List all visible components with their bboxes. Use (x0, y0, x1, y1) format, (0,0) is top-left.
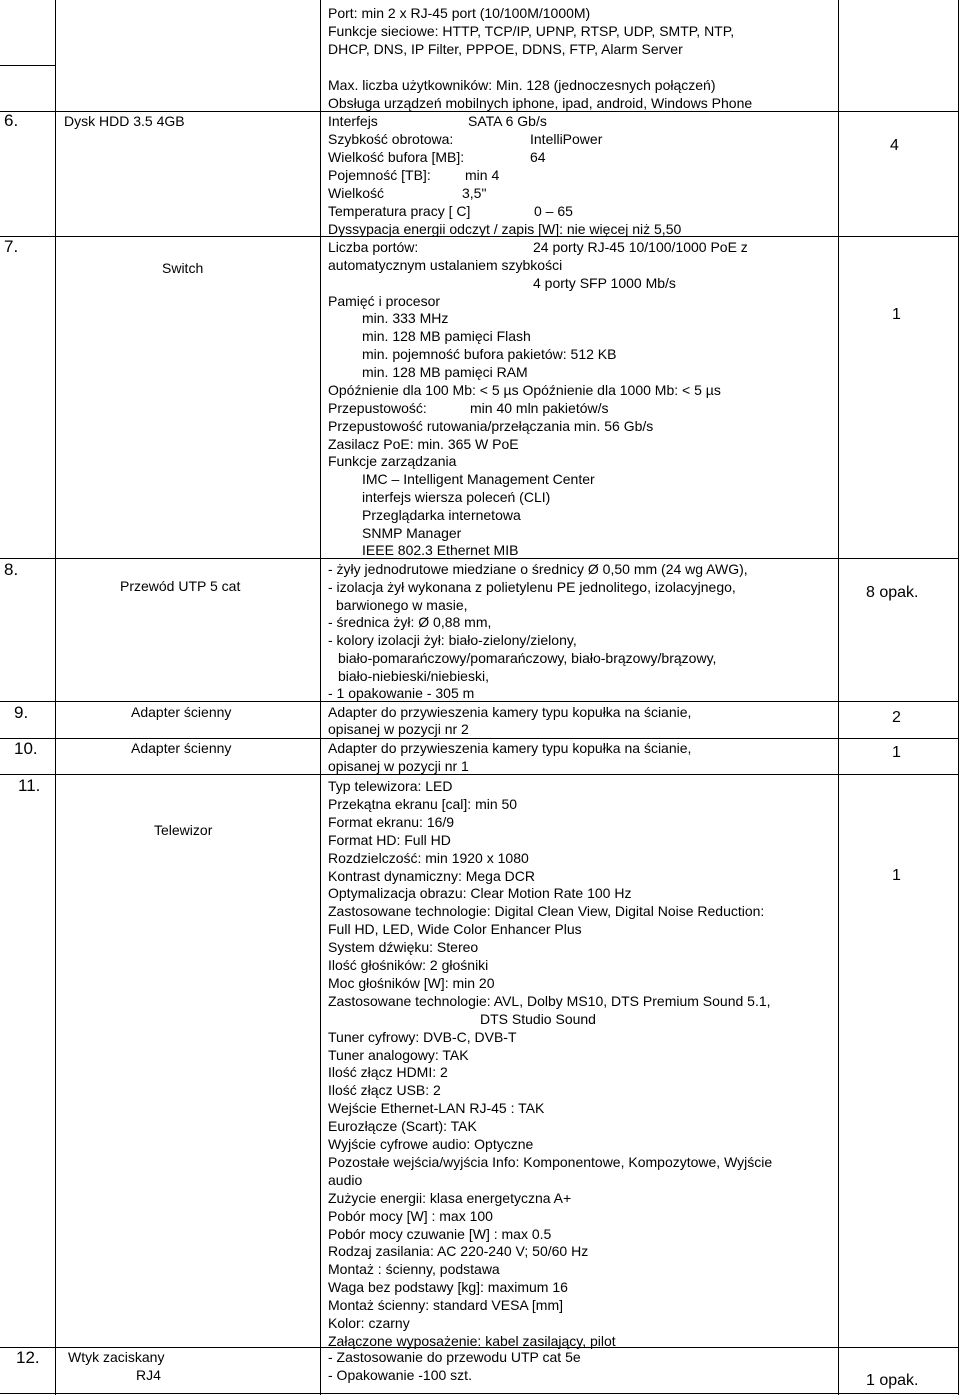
spec-line: opisanej w pozycji nr 1 (328, 758, 469, 774)
spec-line: Przekątna ekranu [cal]: min 50 (328, 796, 518, 812)
spec-line: Format HD: Full HD (328, 832, 451, 848)
spec-line: Tuner cyfrowy: DVB-C, DVB-T (328, 1029, 517, 1045)
spec-line: Temperatura pracy [ C] (328, 203, 471, 219)
row-number: 9. (14, 703, 29, 722)
spec-line: Wielkość (328, 185, 385, 201)
spec-line: Przepustowość: (328, 400, 427, 416)
spec-line: Full HD, LED, Wide Color Enhancer Plus (328, 921, 582, 937)
spec-line: Wielkość bufora [MB]: (328, 149, 465, 165)
column-divider (838, 0, 839, 1395)
spec-line: Przeglądarka internetowa (362, 507, 521, 523)
row-number: 8. (4, 560, 19, 579)
spec-line: biało-pomarańczowy/pomarańczowy, biało-brązowy/brązowy, (338, 650, 717, 666)
spec-line: DHCP, DNS, IP Filter, PPPOE, DDNS, FTP, Alarm Server (328, 41, 683, 57)
spec-line: Pozostałe wejścia/wyjścia Info: Komponentowe, Kompozytowe, Wyjście (328, 1154, 773, 1170)
row-divider (0, 1393, 959, 1394)
item-name: Adapter ścienny (131, 704, 232, 720)
spec-value: 3,5" (462, 185, 487, 201)
spec-line: min. 333 MHz (362, 310, 449, 326)
spec-line: - izolacja żył wykonana z polietylenu PE jednolitego, izolacyjnego, (328, 579, 736, 595)
item-name: Dysk HDD 3.5 4GB (64, 113, 185, 129)
spec-line: Zastosowane technologie: Digital Clean View, Digital Noise Reduction: (328, 903, 765, 919)
spec-line: audio (328, 1172, 363, 1188)
quantity: 1 (892, 306, 901, 323)
spec-line: - Zastosowanie do przewodu UTP cat 5e (328, 1349, 581, 1365)
spec-line: Montaż ścienny: standard VESA [mm] (328, 1297, 563, 1313)
spec-line: Liczba portów: (328, 239, 419, 255)
spec-line: - Opakowanie -100 szt. (328, 1367, 472, 1383)
spec-value: IntelliPower (530, 131, 603, 147)
quantity: 1 (892, 867, 901, 884)
spec-line: interfejs wiersza poleceń (CLI) (362, 489, 551, 505)
spec-line: Max. liczba użytkowników: Min. 128 (jednoczesnych połączeń) (328, 77, 716, 93)
spec-line: Port: min 2 x RJ-45 port (10/100M/1000M) (328, 5, 591, 21)
spec-line: System dźwięku: Stereo (328, 939, 479, 955)
column-divider (320, 0, 321, 1395)
spec-line: Ilość głośników: 2 głośniki (328, 957, 489, 973)
spec-line: Ilość złącz HDMI: 2 (328, 1064, 448, 1080)
spec-line: 4 porty SFP 1000 Mb/s (533, 275, 676, 291)
spec-line: Zastosowane technologie: AVL, Dolby MS10, DTS Premium Sound 5.1, (328, 993, 771, 1009)
spec-line: IEEE 802.3 Ethernet MIB (362, 542, 519, 558)
item-name: RJ4 (136, 1367, 161, 1383)
spec-line: Interfejs (328, 113, 378, 129)
spec-line: Wejście Ethernet-LAN RJ-45 : TAK (328, 1100, 545, 1116)
spec-line: Szybkość obrotowa: (328, 131, 454, 147)
spec-line: Rodzaj zasilania: AC 220-240 V; 50/60 Hz (328, 1243, 589, 1259)
spec-line: - średnica żył: Ø 0,88 mm, (328, 614, 492, 630)
column-divider (55, 0, 56, 1395)
row-divider (0, 774, 959, 775)
spec-line: IMC – Intelligent Management Center (362, 471, 595, 487)
row-number: 12. (16, 1348, 40, 1367)
spec-line: barwionego w masie, (336, 597, 468, 613)
spec-line: min. pojemność bufora pakietów: 512 KB (362, 346, 617, 362)
spec-line: Pobór mocy czuwanie [W] : max 0.5 (328, 1226, 552, 1242)
spec-line: Adapter do przywieszenia kamery typu kopułka na ścianie, (328, 704, 692, 720)
item-name: Telewizor (154, 822, 213, 838)
spec-line: SNMP Manager (362, 525, 462, 541)
spec-line: - kolory izolacji żył: biało-zielony/zielony, (328, 632, 577, 648)
spec-value: 64 (530, 149, 546, 165)
spec-line: Funkcje sieciowe: HTTP, TCP/IP, UPNP, RTSP, UDP, SMTP, NTP, (328, 23, 735, 39)
item-name: Przewód UTP 5 cat (120, 578, 241, 594)
spec-line: Wyjście cyfrowe audio: Optyczne (328, 1136, 534, 1152)
quantity: 2 (892, 709, 901, 726)
spec-line: - 1 opakowanie - 305 m (328, 685, 475, 701)
spec-line: opisanej w pozycji nr 2 (328, 721, 469, 737)
spec-line: Rozdzielczość: min 1920 x 1080 (328, 850, 529, 866)
row-divider (0, 65, 55, 66)
spec-line: Zużycie energii: klasa energetyczna A+ (328, 1190, 572, 1206)
spec-value: min 4 (465, 167, 500, 183)
column-divider (958, 0, 959, 1395)
row-divider (0, 701, 959, 702)
spec-line: Adapter do przywieszenia kamery typu kopułka na ścianie, (328, 740, 692, 756)
quantity: 1 opak. (866, 1372, 919, 1389)
spec-line: Opóźnienie dla 100 Mb: < 5 µs Opóźnienie dla 1000 Mb: < 5 µs (328, 382, 721, 398)
spec-line: min. 128 MB pamięci Flash (362, 328, 531, 344)
spec-line: biało-niebieski/niebieski, (338, 668, 489, 684)
spec-line: Załączone wyposażenie: kabel zasilający, pilot (328, 1333, 616, 1349)
spec-line: Format ekranu: 16/9 (328, 814, 455, 830)
spec-line: DTS Studio Sound (480, 1011, 596, 1027)
quantity: 1 (892, 744, 901, 761)
spec-line: Pojemność [TB]: (328, 167, 431, 183)
row-number: 11. (18, 776, 41, 795)
spec-line: Ilość złącz USB: 2 (328, 1082, 441, 1098)
spec-line: Kontrast dynamiczny: Mega DCR (328, 868, 535, 884)
spec-line: Eurozłącze (Scart): TAK (328, 1118, 477, 1134)
spec-line: Typ telewizora: LED (328, 778, 453, 794)
item-name: Switch (162, 260, 204, 276)
spec-line: Moc głośników [W]: min 20 (328, 975, 495, 991)
row-number: 7. (4, 237, 19, 256)
spec-value: min 40 mln pakietów/s (470, 400, 609, 416)
spec-line: Optymalizacja obrazu: Clear Motion Rate 100 Hz (328, 885, 632, 901)
spec-line: Waga bez podstawy [kg]: maximum 16 (328, 1279, 568, 1295)
quantity: 8 opak. (866, 584, 919, 601)
spec-line: Pobór mocy [W] : max 100 (328, 1208, 493, 1224)
spec-line: automatycznym ustalaniem szybkości (328, 257, 563, 273)
item-name: Wtyk zaciskany (68, 1349, 165, 1365)
spec-line: Pamięć i procesor (328, 293, 441, 309)
spec-value: 24 porty RJ-45 10/100/1000 PoE z (533, 239, 748, 255)
item-name: Adapter ścienny (131, 740, 232, 756)
spec-line: Zasilacz PoE: min. 365 W PoE (328, 436, 519, 452)
spec-line: min. 128 MB pamięci RAM (362, 364, 528, 380)
spec-line: Obsługa urządzeń mobilnych iphone, ipad, android, Windows Phone (328, 95, 753, 111)
spec-line: Tuner analogowy: TAK (328, 1047, 469, 1063)
spec-line: - żyły jednodrutowe miedziane o średnicy Ø 0,50 mm (24 wg AWG), (328, 561, 748, 577)
spec-line: Kolor: czarny (328, 1315, 410, 1331)
spec-line: Przepustowość rutowania/przełączania min. 56 Gb/s (328, 418, 654, 434)
spec-line: Dyssypacja energii odczyt / zapis [W]: nie więcej niż 5,50 (328, 221, 682, 237)
quantity: 4 (890, 137, 899, 154)
spec-line: Montaż : ścienny, podstawa (328, 1261, 500, 1277)
spec-line: Funkcje zarządzania (328, 453, 457, 469)
spec-value: 0 – 65 (534, 203, 573, 219)
row-number: 6. (4, 111, 19, 130)
row-number: 10. (14, 739, 38, 758)
spec-value: SATA 6 Gb/s (468, 113, 547, 129)
